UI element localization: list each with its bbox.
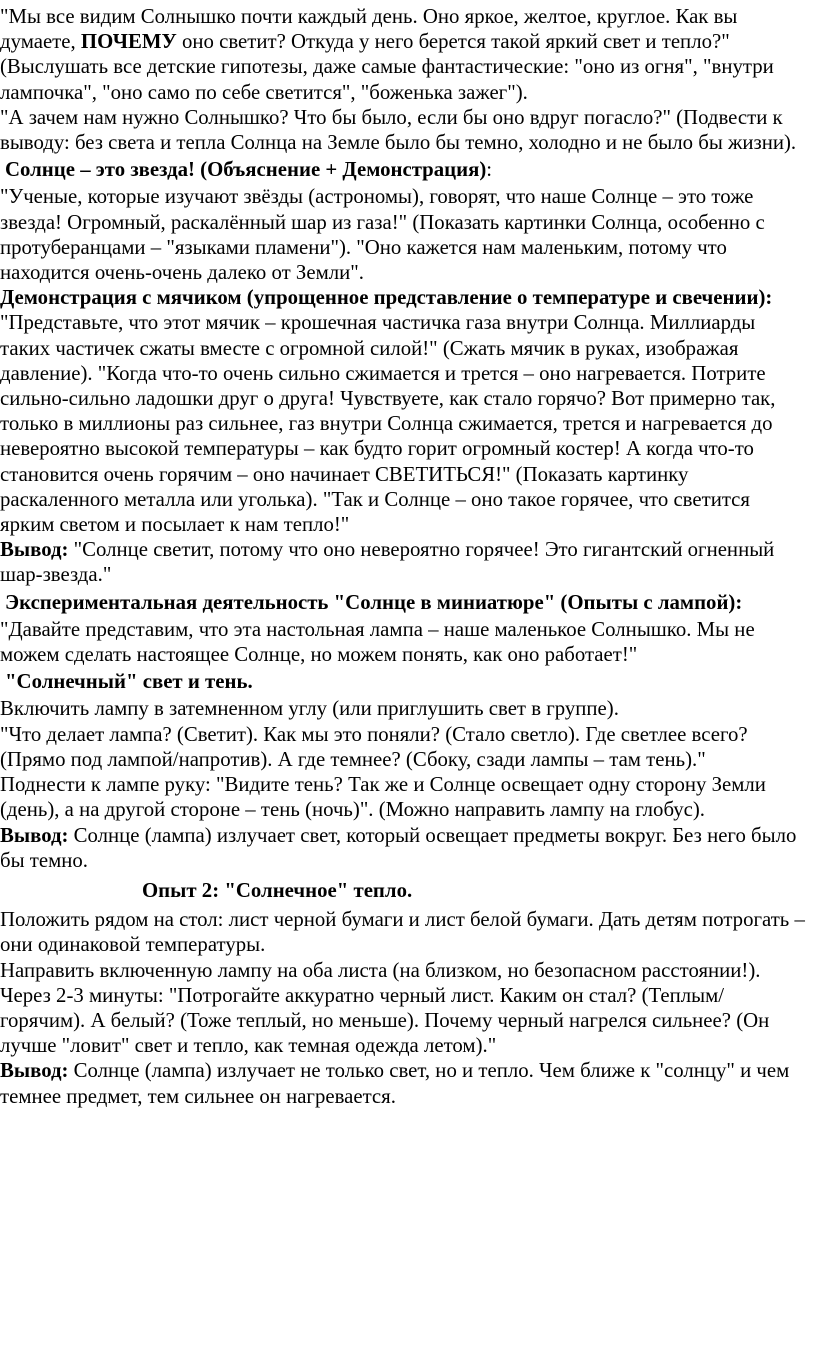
hand-shadow-paragraph: Поднести к лампе руку: "Видите тень? Так же и Солнце освещает одну сторону Земли (день), а на другой стороне – тень (ночь)". (Можно направить лампу на глобус). (0, 773, 766, 822)
paper-step-paragraph: Положить рядом на стол: лист черной бумаги и лист белой бумаги. Дать детям потрогать – они одинаковой температуры. (0, 908, 805, 957)
conclusion-label: Вывод: (0, 823, 69, 847)
ball-demo-paragraph: Демонстрация с мячиком (упрощенное представление о температуре и свечении): "Представьте, что этот мячик – крошечная частичка газа внутри Солнца. Миллиарды таких частичек сжаты вместе с огромной силой!" (Сжать мячик в руках, изображая давление). "Когда что-то очень сильно сжимается и трется – оно нагревается. Потрите сильно-сильно ладошки друг о друга! Чувствуете, как стало горячо? Вот примерно так, только в миллионы раз сильнее, газ внутри Солнца сжимается, трется и нагревается до невероятно высокой температуры – как будто горит огромный костер! А когда что-то становится очень горячим – оно начинает СВЕТИТЬСЯ!" (Показать картинку раскаленного металла или уголька). "Так и Солнце – оно такое горячее, что светится ярким светом и посылает к нам тепло!" (0, 286, 776, 537)
conclusion-paragraph-1: Вывод: "Солнце светит, потому что оно невероятно горячее! Это гигантский огненный шар-звезда." (0, 538, 775, 587)
intro-paragraph: "Мы все видим Солнышко почти каждый день. Оно яркое, желтое, круглое. Как вы думаете, ПОЧЕМУ оно светит? Откуда у него берется такой яркий свет и тепло?" (Выслушать все детские гипотезы, даже самые фантастические: "оно из огня", "внутри лампочка", "оно само по себе светится", "боженька зажег"). (0, 5, 774, 104)
ball-demo-label: Демонстрация с мячиком (упрощенное представление о температуре и свечении): (0, 286, 773, 310)
section-heading-warmth: Опыт 2: "Солнечное" тепло. (142, 878, 413, 902)
question-paragraph: "А зачем нам нужно Солнышко? Что бы было, если бы оно вдруг погасло?" (Подвести к выводу: без света и тепла Солнца на Земле было бы темно, холодно и не было бы жизни). (0, 105, 797, 155)
section-heading-sun-star: Солнце – это звезда! (Объяснение + Демонстрация): (5, 158, 493, 182)
lamp-questions-paragraph: "Что делает лампа? (Светит). Как мы это поняли? (Стало светло). Где светлее всего? (Прямо под лампой/напротив). А где темнее? (Сбоку, сзади лампы – там тень)." (0, 722, 748, 771)
emphasis-why: ПОЧЕМУ (80, 30, 177, 54)
conclusion-label: Вывод: (0, 1059, 69, 1083)
section-heading-light-shadow: "Солнечный" свет и тень. (5, 670, 253, 694)
lamp-step-paragraph: Включить лампу в затемненном углу (или приглушить свет в группе). (0, 697, 619, 721)
lamp-intro-paragraph: "Давайте представим, что эта настольная лампа – наше маленькое Солнышко. Мы не можем сделать настоящее Солнце, но можем понять, как оно работает!" (0, 617, 755, 667)
touch-paper-paragraph: Через 2-3 минуты: "Потрогайте аккуратно черный лист. Каким он стал? (Теплым/горячим). А белый? (Тоже теплый, но меньше). Почему черный нагрелся сильнее? (Он лучше "ловит" свет и тепло, как темная одежда летом)." (0, 983, 770, 1058)
conclusion-paragraph-3: Вывод: Солнце (лампа) излучает не только свет, но и тепло. Чем ближе к "солнцу" и чем темнее предмет, тем сильнее он нагревается. (0, 1059, 790, 1108)
lamp-direct-paragraph: Направить включенную лампу на оба листа (на близком, но безопасном расстоянии!). (0, 958, 761, 982)
conclusion-paragraph-2: Вывод: Солнце (лампа) излучает свет, который освещает предметы вокруг. Без него было бы темно. (0, 823, 797, 872)
astronomy-paragraph: "Ученые, которые изучают звёзды (астрономы), говорят, что наше Солнце – это тоже звезда! Огромный, раскалённый шар из газа!" (Показать картинки Солнца, особенно с протуберанцами – "языками пламени"). "Оно кажется нам маленьким, потому что находится очень-очень далеко от Земли". (0, 185, 765, 285)
section-heading-experiments: Экспериментальная деятельность "Солнце в миниатюре" (Опыты с лампой): (5, 590, 743, 614)
conclusion-label: Вывод: (0, 538, 69, 562)
